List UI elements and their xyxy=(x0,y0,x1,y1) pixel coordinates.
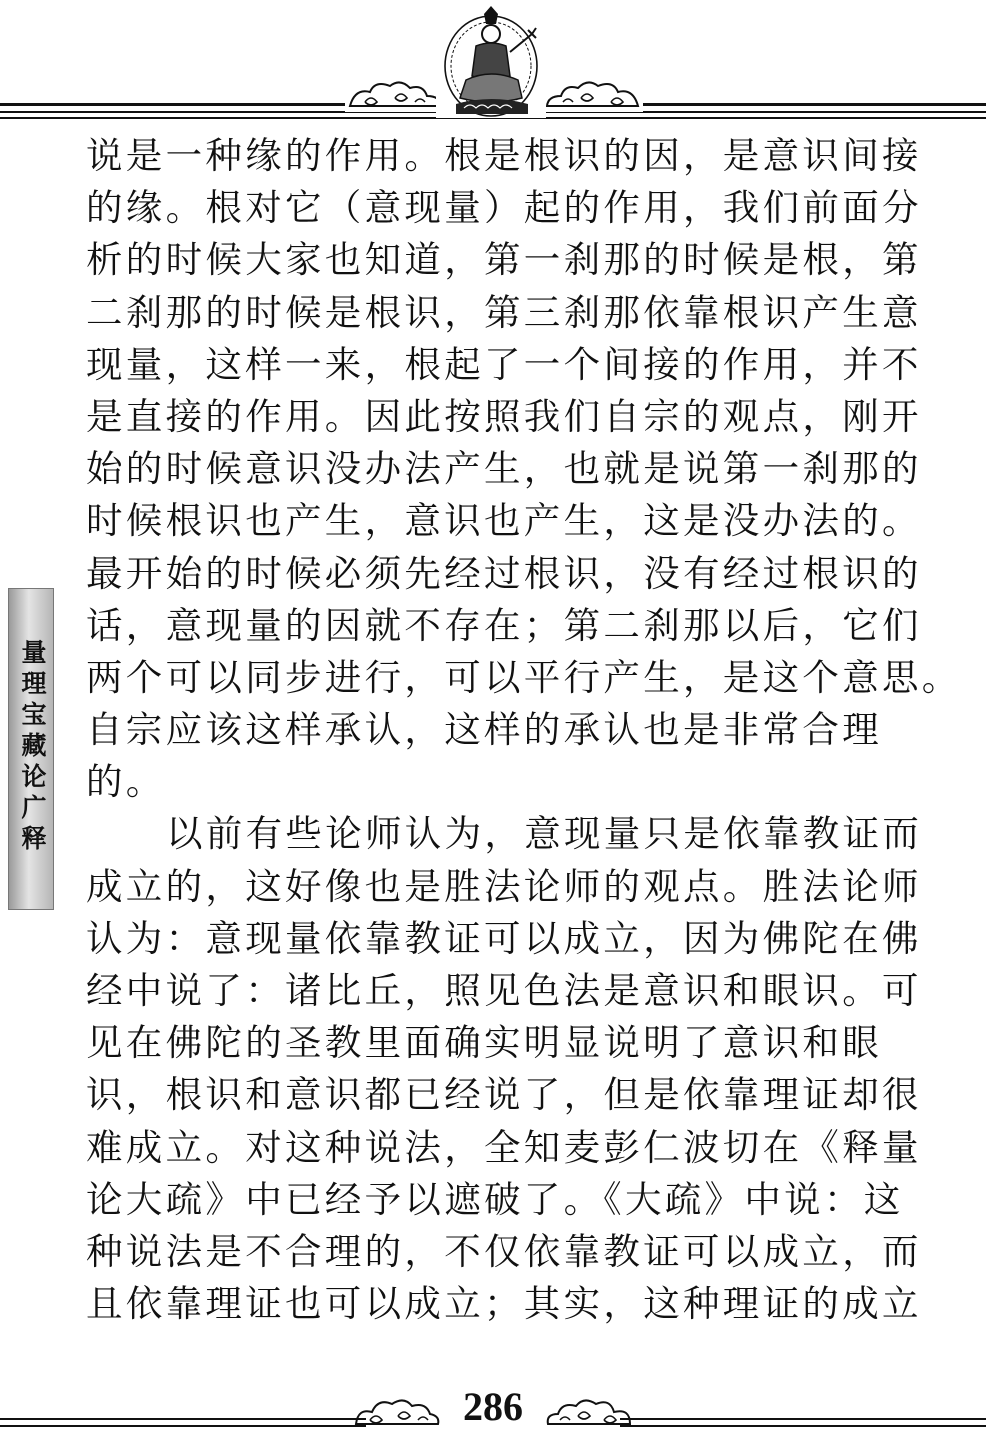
text-line: 见在佛陀的圣教里面确实明显说明了意识和眼 xyxy=(86,1021,882,1065)
text-line: 种说法是不合理的，不仅依靠教证可以成立，而 xyxy=(86,1229,922,1273)
text-line: 且依靠理证也可以成立；其实，这种理证的成立 xyxy=(86,1282,922,1326)
text-line: 认为：意现量依靠教证可以成立，因为佛陀在佛 xyxy=(86,916,922,960)
text-line: 时候根识也产生，意识也产生，这是没办法的。 xyxy=(86,499,922,543)
text-line: 现量，这样一来，根起了一个间接的作用，并不 xyxy=(86,342,922,386)
footer-rule xyxy=(0,1418,366,1420)
text-line: 经中说了：诸比丘，照见色法是意识和眼识。可 xyxy=(86,969,922,1012)
padmasambhava-figure-icon xyxy=(436,6,546,118)
book-title: 量理宝藏论广释 xyxy=(18,639,47,856)
cloud-ornament-icon xyxy=(544,1394,634,1430)
text-line: 自宗应该这样承认，这样的承认也是非常合理 xyxy=(86,708,882,752)
page-footer xyxy=(0,1380,986,1443)
text-line: 识，根识和意识都已经说了，但是依靠理证却很 xyxy=(86,1073,922,1117)
footer-rule xyxy=(620,1425,986,1427)
text-line: 成立的，这好像也是胜法论师的观点。胜法论师 xyxy=(86,864,922,908)
text-line: 以前有些论师认为，意现量只是依靠教证而 xyxy=(166,812,923,856)
text-line: 二刹那的时候是根识，第三刹那依靠根识产生意 xyxy=(86,290,922,334)
text-line: 难成立。对这种说法，全知麦彭仁波切在《释量 xyxy=(86,1125,922,1169)
text-line: 说是一种缘的作用。根是根识的因，是意识间接 xyxy=(86,134,922,177)
cloud-ornament-icon xyxy=(352,1394,442,1430)
text-line: 两个可以同步进行，可以平行产生，是这个意思。 xyxy=(86,655,962,699)
footer-rule xyxy=(620,1418,986,1420)
page-header xyxy=(0,0,986,125)
text-line: 的。 xyxy=(86,760,166,804)
text-line: 论大疏》中已经予以遮破了。《大疏》中说：这 xyxy=(86,1177,904,1221)
page-number: 286 xyxy=(463,1384,523,1429)
side-tab xyxy=(8,588,54,910)
text-line: 最开始的时候必须先经过根识，没有经过根识的 xyxy=(86,551,922,595)
cloud-ornament-icon xyxy=(345,78,445,112)
text-line: 始的时候意识没办法产生，也就是说第一刹那的 xyxy=(86,447,922,491)
text-line: 析的时候大家也知道，第一刹那的时候是根，第 xyxy=(86,238,922,282)
text-line: 是直接的作用。因此按照我们自宗的观点，刚开 xyxy=(86,394,922,438)
footer-rule xyxy=(0,1425,366,1427)
text-line: 话，意现量的因就不存在；第二刹那以后，它们 xyxy=(86,603,922,647)
text-line: 的缘。根对它（意现量）起的作用，我们前面分 xyxy=(86,186,922,230)
cloud-ornament-icon xyxy=(543,78,643,112)
body-text xyxy=(86,130,962,1330)
